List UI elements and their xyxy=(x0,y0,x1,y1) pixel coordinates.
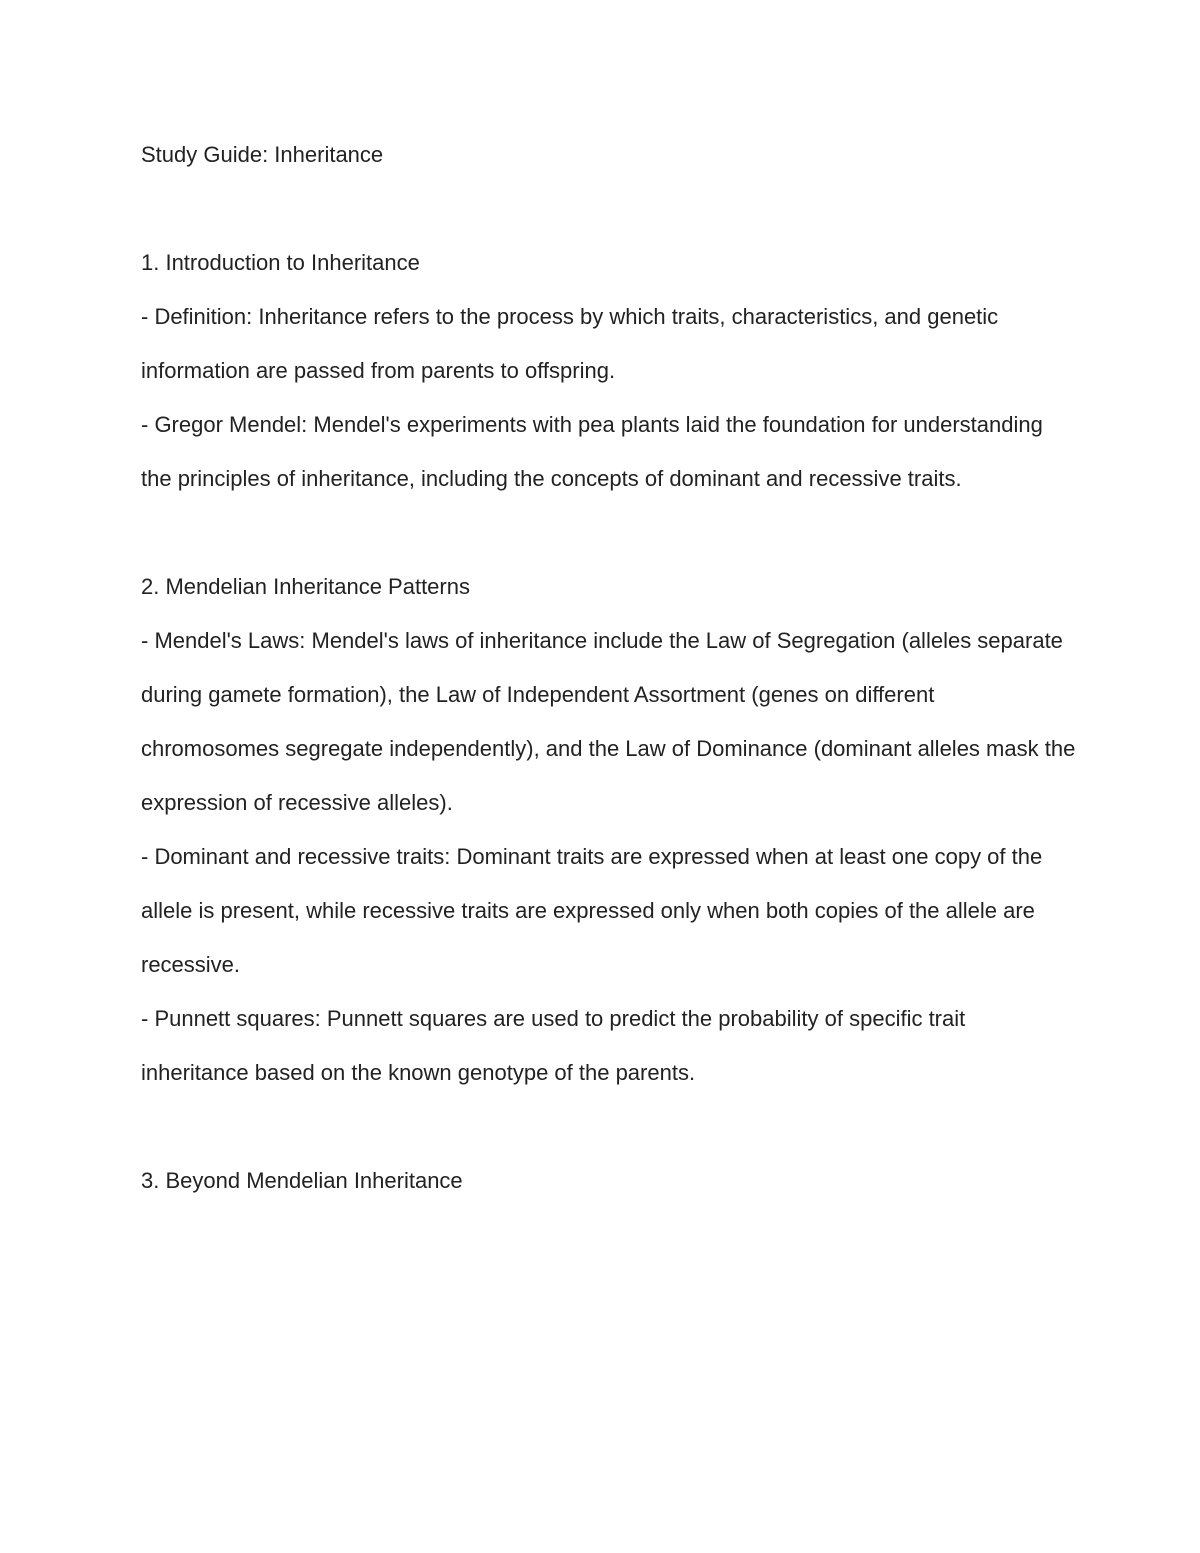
paragraph: - Punnett squares: Punnett squares are used to predict the probability of specific trait inheritance based on the known genotype of the parents. xyxy=(141,1006,966,1085)
paragraph: - Mendel's Laws: Mendel's laws of inheritance include the Law of Segregation (alleles separate during gamete formation), the Law of Independent Assortment (genes on different chromosomes segregate independently), and the Law of Dominance (dominant alleles mask the expression of recessive alleles). xyxy=(141,628,1076,815)
paragraph: - Dominant and recessive traits: Dominant traits are expressed when at least one copy of the allele is present, while recessive traits are expressed only when both copies of the allele are recessive. xyxy=(141,844,1043,977)
blank-line xyxy=(141,182,1076,236)
paragraph: - Definition: Inheritance refers to the process by which traits, characteristics, and genetic information are passed from parents to offspring. xyxy=(141,304,999,383)
section-heading: 3. Beyond Mendelian Inheritance xyxy=(141,1168,463,1193)
blank-line xyxy=(141,1100,1076,1154)
paragraph: - Gregor Mendel: Mendel's experiments with pea plants laid the foundation for understanding the principles of inheritance, including the concepts of dominant and recessive traits. xyxy=(141,412,1043,491)
document-title: Study Guide: Inheritance xyxy=(141,142,384,167)
section-heading: 1. Introduction to Inheritance xyxy=(141,250,420,275)
blank-line xyxy=(141,506,1076,560)
document-body xyxy=(141,128,1076,1208)
section-heading: 2. Mendelian Inheritance Patterns xyxy=(141,574,470,599)
